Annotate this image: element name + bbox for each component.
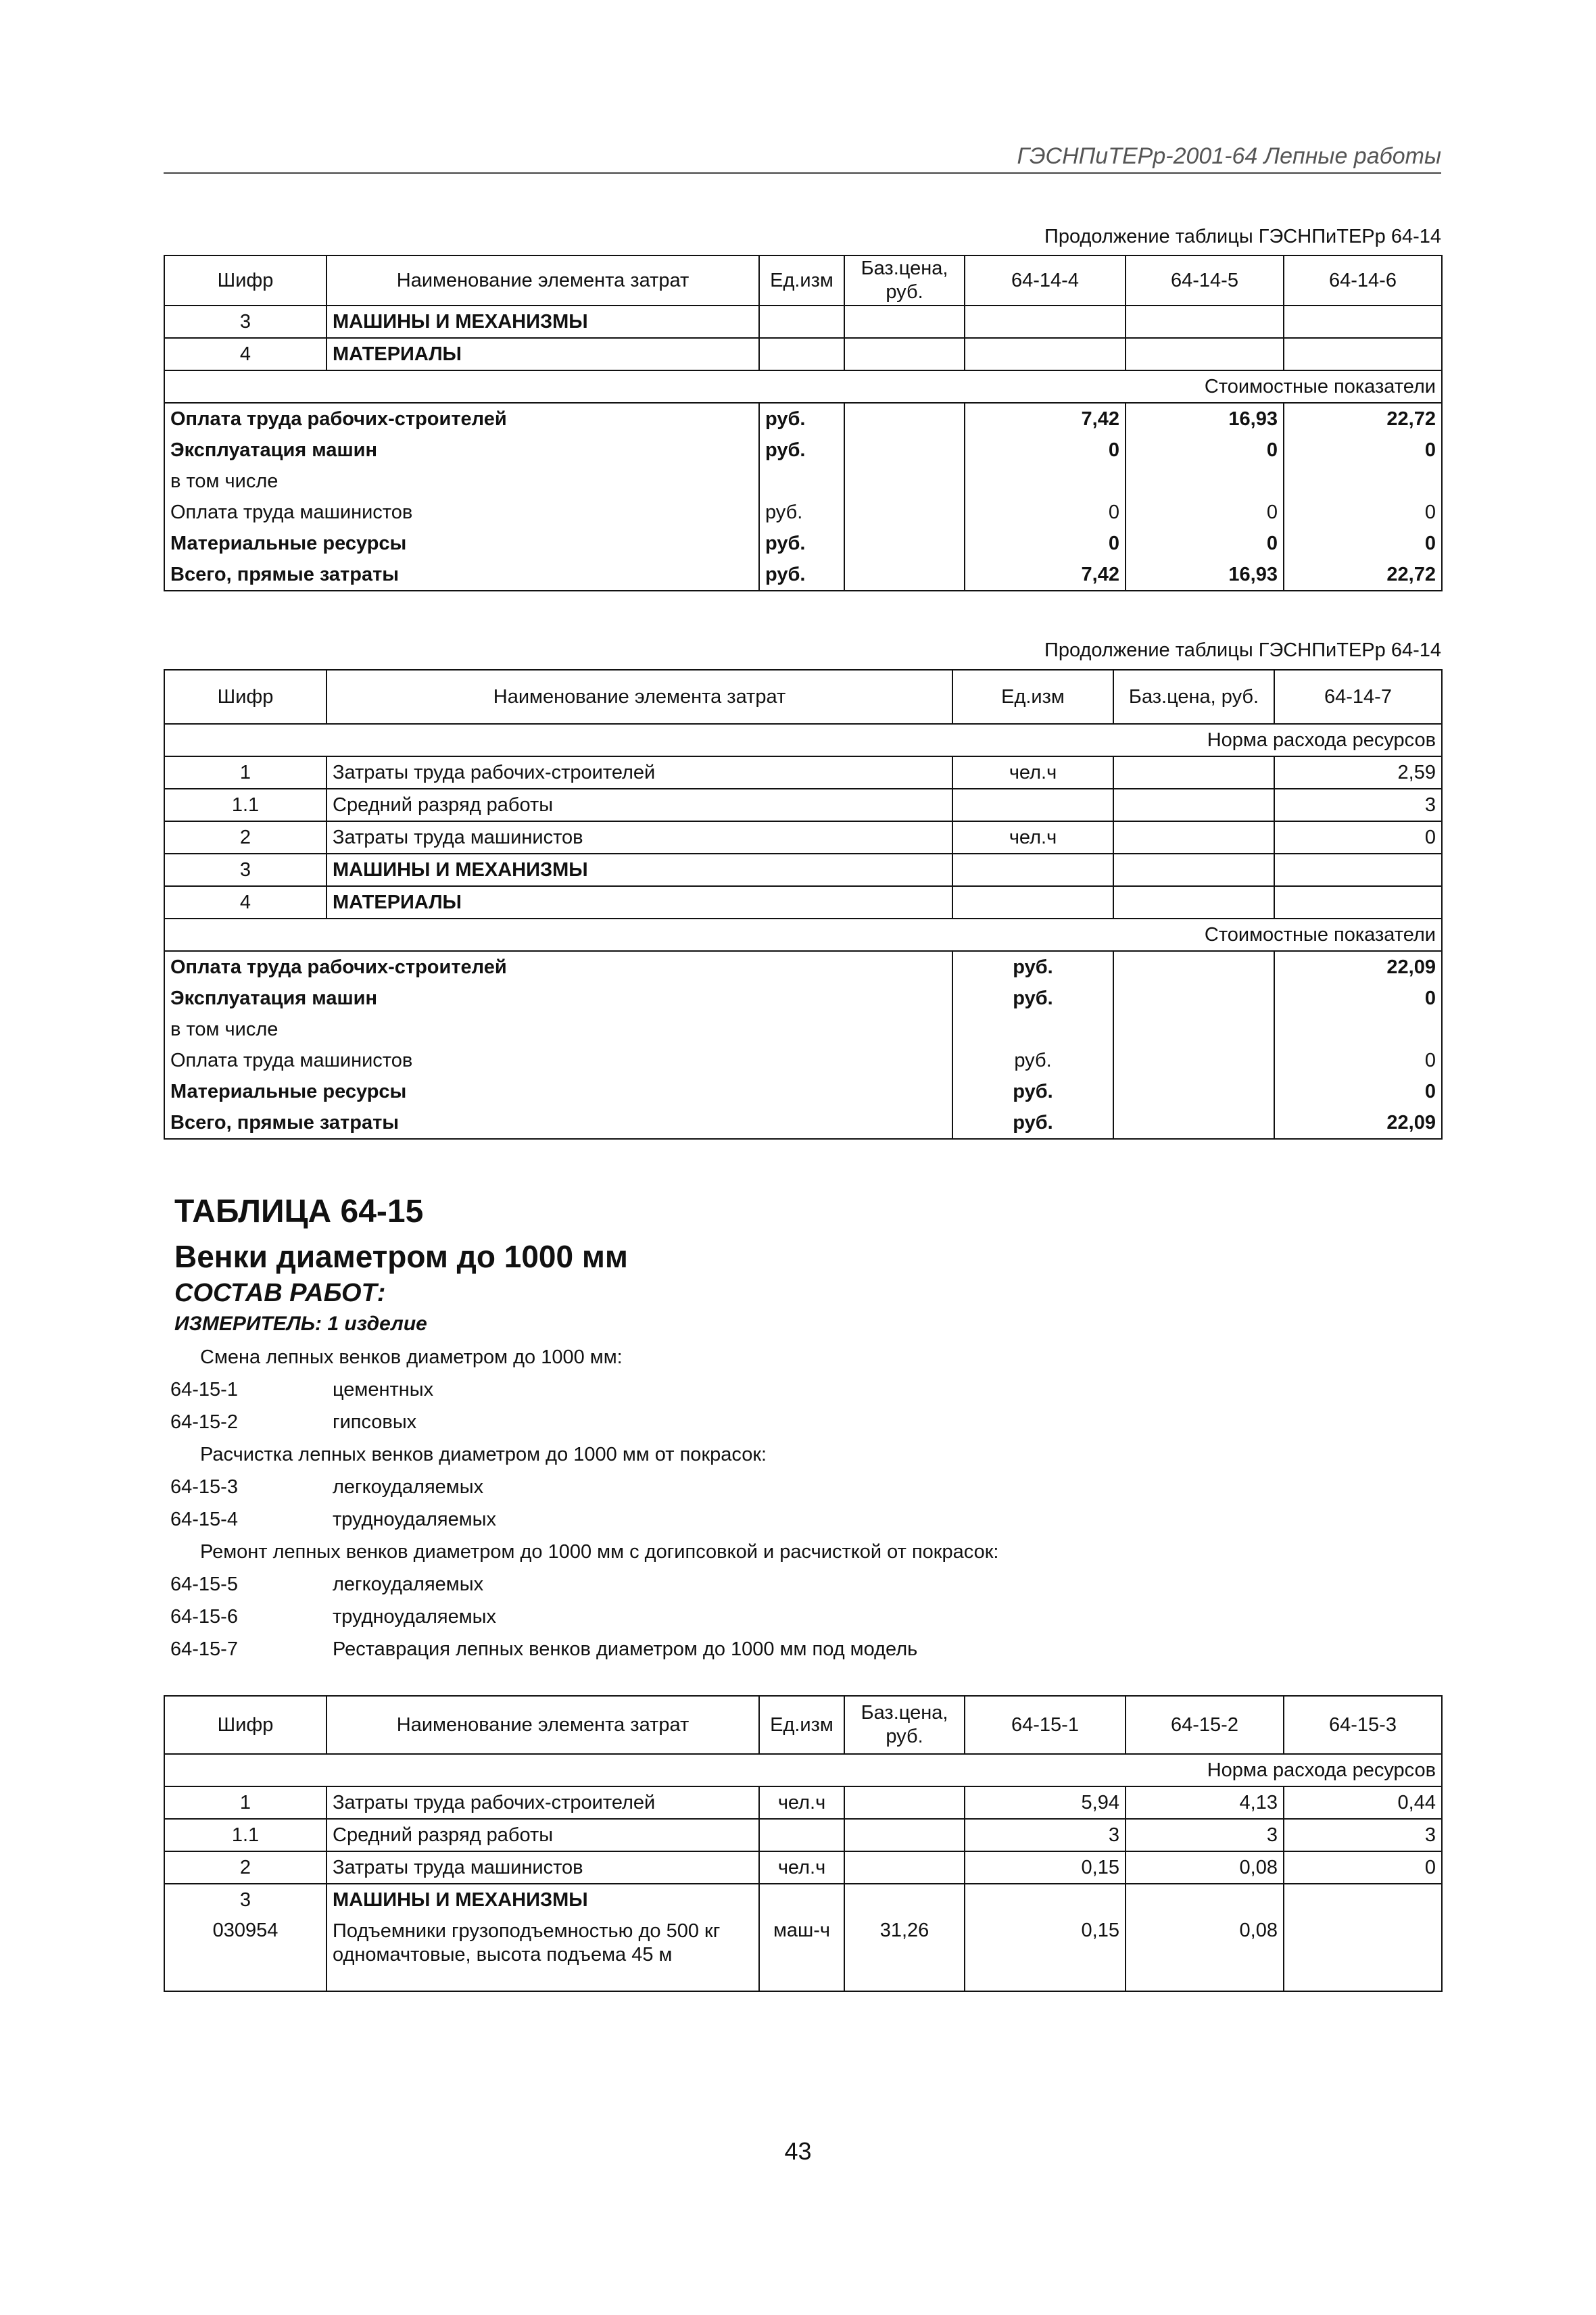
table2-caption: Продолжение таблицы ГЭСНПиТЕРр 64-14 xyxy=(1044,639,1441,661)
work-text: цементных xyxy=(333,1379,434,1400)
row-price xyxy=(844,1786,965,1819)
table-64-14-cont-1 xyxy=(164,255,1443,591)
section-row xyxy=(164,919,1442,951)
row-price xyxy=(844,1851,965,1884)
work-text: Смена лепных венков диаметром до 1000 мм: xyxy=(200,1346,623,1368)
work-text: легкоудаляемых xyxy=(333,1574,484,1595)
cost-value: 0 xyxy=(965,497,1126,528)
cost-value: 7,42 xyxy=(965,403,1126,435)
row-unit: чел.ч xyxy=(952,756,1113,789)
cost-value: 22,09 xyxy=(1274,951,1442,983)
cost-row xyxy=(164,951,1442,983)
work-item xyxy=(200,1346,623,1369)
cost-unit: руб. xyxy=(759,559,844,591)
row-value: 2,59 xyxy=(1274,756,1442,789)
cost-unit: руб. xyxy=(952,1107,1113,1139)
cost-row xyxy=(164,497,1442,528)
cost-row xyxy=(164,983,1442,1014)
row-name: МАШИНЫ И МЕХАНИЗМЫ xyxy=(327,854,952,886)
cost-value: 22,72 xyxy=(1284,403,1442,435)
cost-value: 0 xyxy=(1274,983,1442,1014)
table-row xyxy=(164,756,1442,789)
row-code: 4 xyxy=(164,338,327,370)
meter-line xyxy=(174,1313,427,1336)
row-value: 3 xyxy=(1126,1819,1284,1851)
table1-caption: Продолжение таблицы ГЭСНПиТЕРр 64-14 xyxy=(1044,226,1441,247)
work-code: 64-15-6 xyxy=(170,1606,238,1628)
col-header-64-15-1: 64-15-1 xyxy=(965,1696,1126,1754)
row-name: МАТЕРИАЛЫ xyxy=(327,886,952,919)
work-code: 64-15-7 xyxy=(170,1638,238,1660)
section-row xyxy=(164,724,1442,756)
work-code: 64-15-4 xyxy=(170,1509,238,1530)
row-code: 3 xyxy=(164,854,327,886)
cost-value: 0 xyxy=(1284,497,1442,528)
cost-unit: руб. xyxy=(952,983,1113,1014)
row-value xyxy=(1284,1916,1442,1991)
composition-heading: СОСТАВ РАБОТ: xyxy=(174,1279,386,1307)
work-code: 64-15-1 xyxy=(170,1379,238,1400)
cost-label: Эксплуатация машин xyxy=(164,983,952,1014)
cost-unit: руб. xyxy=(759,403,844,435)
cost-value: 0 xyxy=(1126,497,1284,528)
table-row xyxy=(164,1884,1442,1916)
row-value: 3 xyxy=(1274,789,1442,821)
row-value: 3 xyxy=(965,1819,1126,1851)
row-code: 3 xyxy=(164,1884,327,1916)
cost-row xyxy=(164,435,1442,466)
cost-row xyxy=(164,1076,1442,1107)
row-code: 1.1 xyxy=(164,789,327,821)
work-text: легкоудаляемых xyxy=(333,1476,484,1498)
cost-unit: руб. xyxy=(952,1045,1113,1076)
cost-label: Оплата труда машинистов xyxy=(164,497,759,528)
row-unit: чел.ч xyxy=(759,1786,844,1819)
cost-row xyxy=(164,403,1442,435)
work-text: Реставрация лепных венков диаметром до 1000 мм под модель xyxy=(333,1638,918,1660)
table-header-row xyxy=(164,255,1442,306)
cost-row xyxy=(164,559,1442,591)
cost-label: Оплата труда рабочих-строителей xyxy=(164,403,759,435)
row-value: 0,08 xyxy=(1126,1851,1284,1884)
col-header-unit: Ед.изм xyxy=(759,1696,844,1754)
col-header-64-14-6: 64-14-6 xyxy=(1284,255,1442,306)
row-value: 0 xyxy=(1284,1851,1442,1884)
cost-value: 0 xyxy=(1274,1045,1442,1076)
cost-unit: руб. xyxy=(952,1076,1113,1107)
col-header-name: Наименование элемента затрат xyxy=(327,1696,759,1754)
table-row xyxy=(164,338,1442,370)
section-resource-norms: Норма расхода ресурсов xyxy=(164,1754,1442,1786)
cost-label: Оплата труда машинистов xyxy=(164,1045,952,1076)
section-row xyxy=(164,370,1442,403)
cost-value: 0 xyxy=(965,435,1126,466)
cost-row xyxy=(164,1045,1442,1076)
row-unit: чел.ч xyxy=(759,1851,844,1884)
col-header-price: Баз.цена, руб. xyxy=(844,1696,965,1754)
table-header-row xyxy=(164,670,1442,724)
row-unit xyxy=(952,789,1113,821)
cost-label: Материальные ресурсы xyxy=(164,1076,952,1107)
work-item xyxy=(170,1411,416,1434)
col-header-64-15-3: 64-15-3 xyxy=(1284,1696,1442,1754)
row-value: 3 xyxy=(1284,1819,1442,1851)
row-code: 1 xyxy=(164,1786,327,1819)
col-header-unit: Ед.изм xyxy=(759,255,844,306)
section-subtitle: Венки диаметром до 1000 мм xyxy=(174,1239,628,1274)
section-resource-norms: Норма расхода ресурсов xyxy=(164,724,1442,756)
row-code: 1 xyxy=(164,756,327,789)
work-text: трудноудаляемых xyxy=(333,1509,496,1530)
section-title: ТАБЛИЦА 64-15 xyxy=(174,1194,424,1229)
cost-row xyxy=(164,1014,1442,1045)
row-value: 0,15 xyxy=(965,1916,1126,1991)
cost-label: Материальные ресурсы xyxy=(164,528,759,559)
table-64-14-cont-2 xyxy=(164,669,1443,1140)
row-value: 0,15 xyxy=(965,1851,1126,1884)
work-item xyxy=(170,1606,496,1628)
row-name: Средний разряд работы xyxy=(327,1819,759,1851)
row-value: 0,08 xyxy=(1126,1916,1284,1991)
running-header: ГЭСНПиТЕРр-2001-64 Лепные работы xyxy=(164,143,1441,174)
table-row xyxy=(164,821,1442,854)
table-row xyxy=(164,789,1442,821)
cost-unit: руб. xyxy=(759,435,844,466)
col-header-unit: Ед.изм xyxy=(952,670,1113,724)
row-name: Подъемники грузоподъемностью до 500 кг одномачтовые, высота подъема 45 м xyxy=(327,1916,759,1991)
cost-label: Эксплуатация машин xyxy=(164,435,759,466)
cost-value: 0 xyxy=(1126,528,1284,559)
work-item xyxy=(170,1574,483,1596)
row-value: 5,94 xyxy=(965,1786,1126,1819)
cost-label: Оплата труда рабочих-строителей xyxy=(164,951,952,983)
work-item xyxy=(200,1444,767,1466)
col-header-price: Баз.цена, руб. xyxy=(1113,670,1274,724)
row-name: МАШИНЫ И МЕХАНИЗМЫ xyxy=(327,306,759,338)
table-row xyxy=(164,306,1442,338)
work-item xyxy=(170,1638,917,1661)
row-name: Затраты труда рабочих-строителей xyxy=(327,756,952,789)
row-name: МАШИНЫ И МЕХАНИЗМЫ xyxy=(327,1884,759,1916)
work-item xyxy=(170,1476,483,1498)
row-value: 4,13 xyxy=(1126,1786,1284,1819)
work-text: Ремонт лепных венков диаметром до 1000 мм с догипсовкой и расчисткой от покрасок: xyxy=(200,1541,999,1563)
cost-value: 0 xyxy=(1274,1076,1442,1107)
table-row xyxy=(164,1916,1442,1991)
row-name: Затраты труда машинистов xyxy=(327,821,952,854)
row-name: Средний разряд работы xyxy=(327,789,952,821)
row-name: Затраты труда рабочих-строителей xyxy=(327,1786,759,1819)
cost-unit: руб. xyxy=(952,951,1113,983)
work-item xyxy=(200,1541,998,1563)
cost-label: Всего, прямые затраты xyxy=(164,1107,952,1139)
cost-row xyxy=(164,466,1442,497)
col-header-name: Наименование элемента затрат xyxy=(327,255,759,306)
row-value: 0,44 xyxy=(1284,1786,1442,1819)
table-row xyxy=(164,1851,1442,1884)
row-value: 0 xyxy=(1274,821,1442,854)
row-code: 2 xyxy=(164,821,327,854)
meter-label: ИЗМЕРИТЕЛЬ xyxy=(174,1313,315,1335)
table-header-row xyxy=(164,1696,1442,1754)
work-code: 64-15-2 xyxy=(170,1411,238,1433)
work-code: 64-15-5 xyxy=(170,1574,238,1595)
cost-value: 0 xyxy=(965,528,1126,559)
meter-value: : 1 изделие xyxy=(315,1313,427,1335)
page-number: 43 xyxy=(784,2137,812,2165)
work-item xyxy=(170,1379,433,1401)
col-header-code: Шифр xyxy=(164,255,327,306)
work-text: Расчистка лепных венков диаметром до 1000 мм от покрасок: xyxy=(200,1444,767,1465)
row-code: 1.1 xyxy=(164,1819,327,1851)
col-header-name: Наименование элемента затрат xyxy=(327,670,952,724)
table-64-15 xyxy=(164,1695,1443,1992)
row-code: 4 xyxy=(164,886,327,919)
row-code: 3 xyxy=(164,306,327,338)
row-code: 030954 xyxy=(164,1916,327,1991)
cost-unit: руб. xyxy=(759,528,844,559)
row-unit: маш-ч xyxy=(759,1916,844,1991)
row-name: МАТЕРИАЛЫ xyxy=(327,338,759,370)
cost-value: 7,42 xyxy=(965,559,1126,591)
work-text: трудноудаляемых xyxy=(333,1606,496,1628)
cost-row xyxy=(164,528,1442,559)
table-row xyxy=(164,886,1442,919)
cost-value: 22,09 xyxy=(1274,1107,1442,1139)
cost-value: 0 xyxy=(1126,435,1284,466)
col-header-price: Баз.цена, руб. xyxy=(844,255,965,306)
work-text: гипсовых xyxy=(333,1411,417,1433)
cost-value: 22,72 xyxy=(1284,559,1442,591)
section-cost-indicators: Стоимостные показатели xyxy=(164,919,1442,951)
col-header-64-14-5: 64-14-5 xyxy=(1126,255,1284,306)
cost-value: 0 xyxy=(1284,435,1442,466)
table-row xyxy=(164,1819,1442,1851)
cost-label: в том числе xyxy=(164,466,759,497)
col-header-64-15-2: 64-15-2 xyxy=(1126,1696,1284,1754)
cost-value: 0 xyxy=(1284,528,1442,559)
section-row xyxy=(164,1754,1442,1786)
row-price xyxy=(844,1819,965,1851)
table-row xyxy=(164,1786,1442,1819)
row-code: 2 xyxy=(164,1851,327,1884)
work-code: 64-15-3 xyxy=(170,1476,238,1498)
work-item xyxy=(170,1509,496,1531)
cost-value: 16,93 xyxy=(1126,403,1284,435)
row-unit xyxy=(759,1819,844,1851)
col-header-64-14-7: 64-14-7 xyxy=(1274,670,1442,724)
table-row xyxy=(164,854,1442,886)
row-unit: чел.ч xyxy=(952,821,1113,854)
cost-unit: руб. xyxy=(759,497,844,528)
row-price: 31,26 xyxy=(844,1916,965,1991)
cost-label: в том числе xyxy=(164,1014,952,1045)
row-name: Затраты труда машинистов xyxy=(327,1851,759,1884)
col-header-code: Шифр xyxy=(164,670,327,724)
cost-row xyxy=(164,1107,1442,1139)
col-header-code: Шифр xyxy=(164,1696,327,1754)
cost-value: 16,93 xyxy=(1126,559,1284,591)
col-header-64-14-4: 64-14-4 xyxy=(965,255,1126,306)
cost-label: Всего, прямые затраты xyxy=(164,559,759,591)
section-cost-indicators: Стоимостные показатели xyxy=(164,370,1442,403)
